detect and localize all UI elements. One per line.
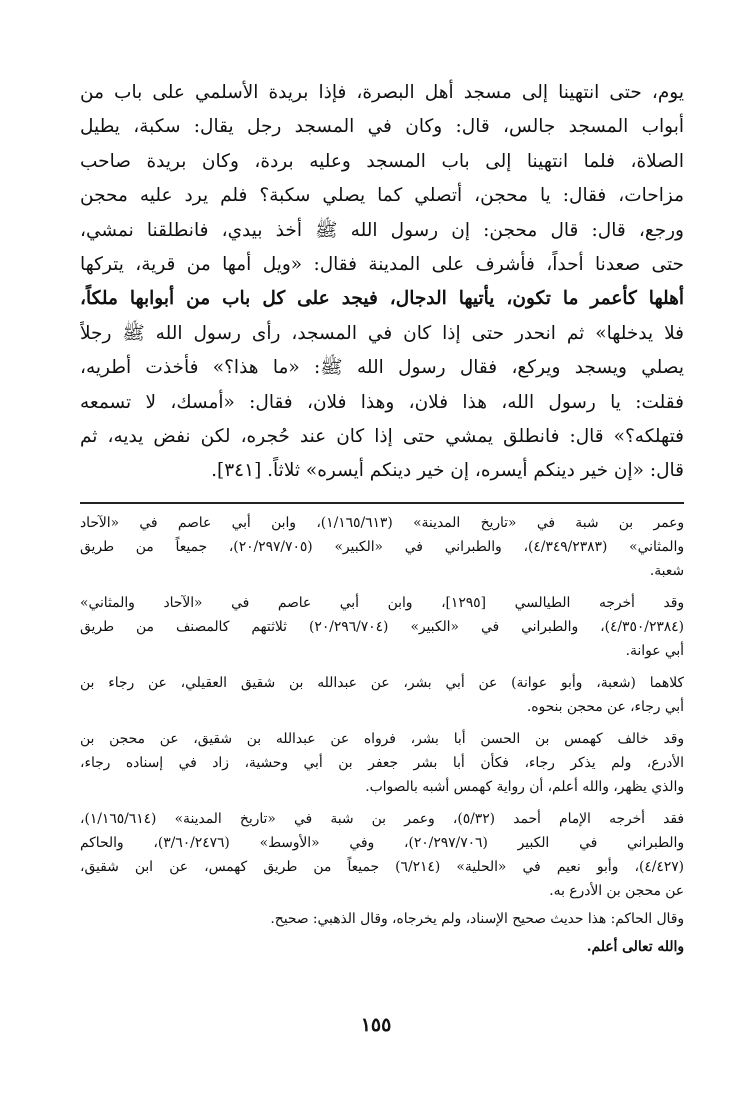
main-text-line: الصلاة، فلما انتهينا إلى باب المسجد وعليه بردة، وكان بريدة صاحب xyxy=(80,150,684,172)
main-text-line: فلا يدخلها» ثم انحدر حتى إذا كان في المسجد، رأى رسول الله ﷺ رجلاً xyxy=(80,322,684,344)
footnote-line: الأدرع، ولم يذكر رجاء، فكأن أبا بشر جعفر بن أبي وحشية، زاد في إسناده رجاء، xyxy=(80,755,684,771)
footnote-line: شعبة. xyxy=(649,563,684,579)
main-text-line: قال: «إن خير دينكم أيسره، إن خير دينكم أيسره» ثلاثاً. [٣٤١]. xyxy=(211,460,684,482)
footnote-line: والمثاني» (٤/٣٤٩/٢٣٨٣)، والطبراني في «الكبير» (٢٠/٢٩٧/٧٠٥)، جميعاً من طريق xyxy=(80,539,684,555)
footnote-line: عن محجن بن الأدرع به. xyxy=(549,883,684,899)
main-text-line: فقلت: يا رسول الله، هذا فلان، وهذا فلان، فقال: «أمسك، لا تسمعه xyxy=(80,391,684,413)
main-text-line-hadith: أهلها كأعمر ما تكون، يأتيها الدجال، فيجد على كل باب من أبوابها ملكاً، xyxy=(80,288,684,310)
main-text-line: يصلي ويسجد ويركع، فقال رسول الله ﷺ: «ما هذا؟» فأخذت أطريه، xyxy=(80,357,684,379)
main-text-line: ورجع، قال: قال محجن: إن رسول الله ﷺ أخذ بيدي، فانطلقنا نمشي، xyxy=(80,219,684,241)
footnote-line: وقال الحاكم: هذا حديث صحيح الإسناد، ولم يخرجاه، وقال الذهبي: صحيح. xyxy=(270,911,684,927)
footnote-line: وقد خالف كهمس بن الحسن أبا بشر، فرواه عن عبدالله بن شقيق، عن محجن بن xyxy=(80,731,684,747)
page-number: ١٥٥ xyxy=(360,1014,392,1036)
main-text-line: حتى صعدنا أحداً، فأشرف على المدينة فقال: «ويل أمها من قرية، يتركها xyxy=(80,253,684,275)
footnote-line: وعمر بن شبة في «تاريخ المدينة» (١/١٦٥/٦١٣)، وابن أبي عاصم في «الآحاد xyxy=(80,515,684,531)
footnote-paragraph xyxy=(80,727,684,799)
footnote-line: والطبراني في الكبير (٢٠/٢٩٧/٧٠٦)، وفي «الأوسط» (٣/٦٠/٢٤٧٦)، والحاكم xyxy=(80,835,684,851)
footnote-paragraph xyxy=(80,907,684,931)
footnote-paragraph xyxy=(80,807,684,903)
footnote-paragraph xyxy=(80,511,684,583)
footnote-line: والذي يظهر، والله أعلم، أن رواية كهمس أشبه بالصواب. xyxy=(365,779,684,795)
footnotes-block xyxy=(80,511,684,959)
footnote-line: (٤/٣٥٠/٢٣٨٤)، والطبراني في «الكبير» (٢٠/٢٩٦/٧٠٤) ثلاثتهم كالمصنف من طريق xyxy=(80,619,684,635)
footnote-closing: والله تعالى أعلم. xyxy=(586,939,684,955)
main-text-line: يوم، حتى انتهينا إلى مسجد أهل البصرة، فإذا بريدة الأسلمي على باب من xyxy=(80,82,684,103)
footnote-paragraph xyxy=(80,591,684,663)
main-text-block xyxy=(80,76,684,489)
footnote-line: كلاهما (شعبة، وأبو عوانة) عن أبي بشر، عن عبدالله بن شقيق العقيلي، عن رجاء بن xyxy=(80,675,684,691)
main-text-line: مزاحات، فقال: يا محجن، أتصلي كما يصلي سكبة؟ فلم يرد عليه محجن xyxy=(80,185,684,207)
footnote-divider xyxy=(80,502,684,504)
main-text-line: فتهلكه؟» قال: فانطلق يمشي حتى إذا كان عند حُجره، لكن نفض يديه، ثم xyxy=(80,425,684,447)
footnote-paragraph xyxy=(80,671,684,719)
main-text-line: أبواب المسجد جالس، قال: وكان في المسجد رجل يقال: سكبة، يطيل xyxy=(80,116,684,138)
footnote-line: أبي رجاء، عن محجن بنحوه. xyxy=(526,699,684,715)
footnote-line: وقد أخرجه الطيالسي [١٢٩٥]، وابن أبي عاصم في «الآحاد والمثاني» xyxy=(80,595,684,611)
footnote-line: فقد أخرجه الإمام أحمد (٥/٣٢)، وعمر بن شبة في «تاريخ المدينة» (١/١٦٥/٦١٤)، xyxy=(80,811,684,827)
footnote-line: أبي عوانة. xyxy=(625,643,684,659)
footnote-line: (٤/٤٢٧)، وأبو نعيم في «الحلية» (٦/٢١٤) جميعاً من طريق كهمس، عن ابن شقيق، xyxy=(80,859,684,875)
